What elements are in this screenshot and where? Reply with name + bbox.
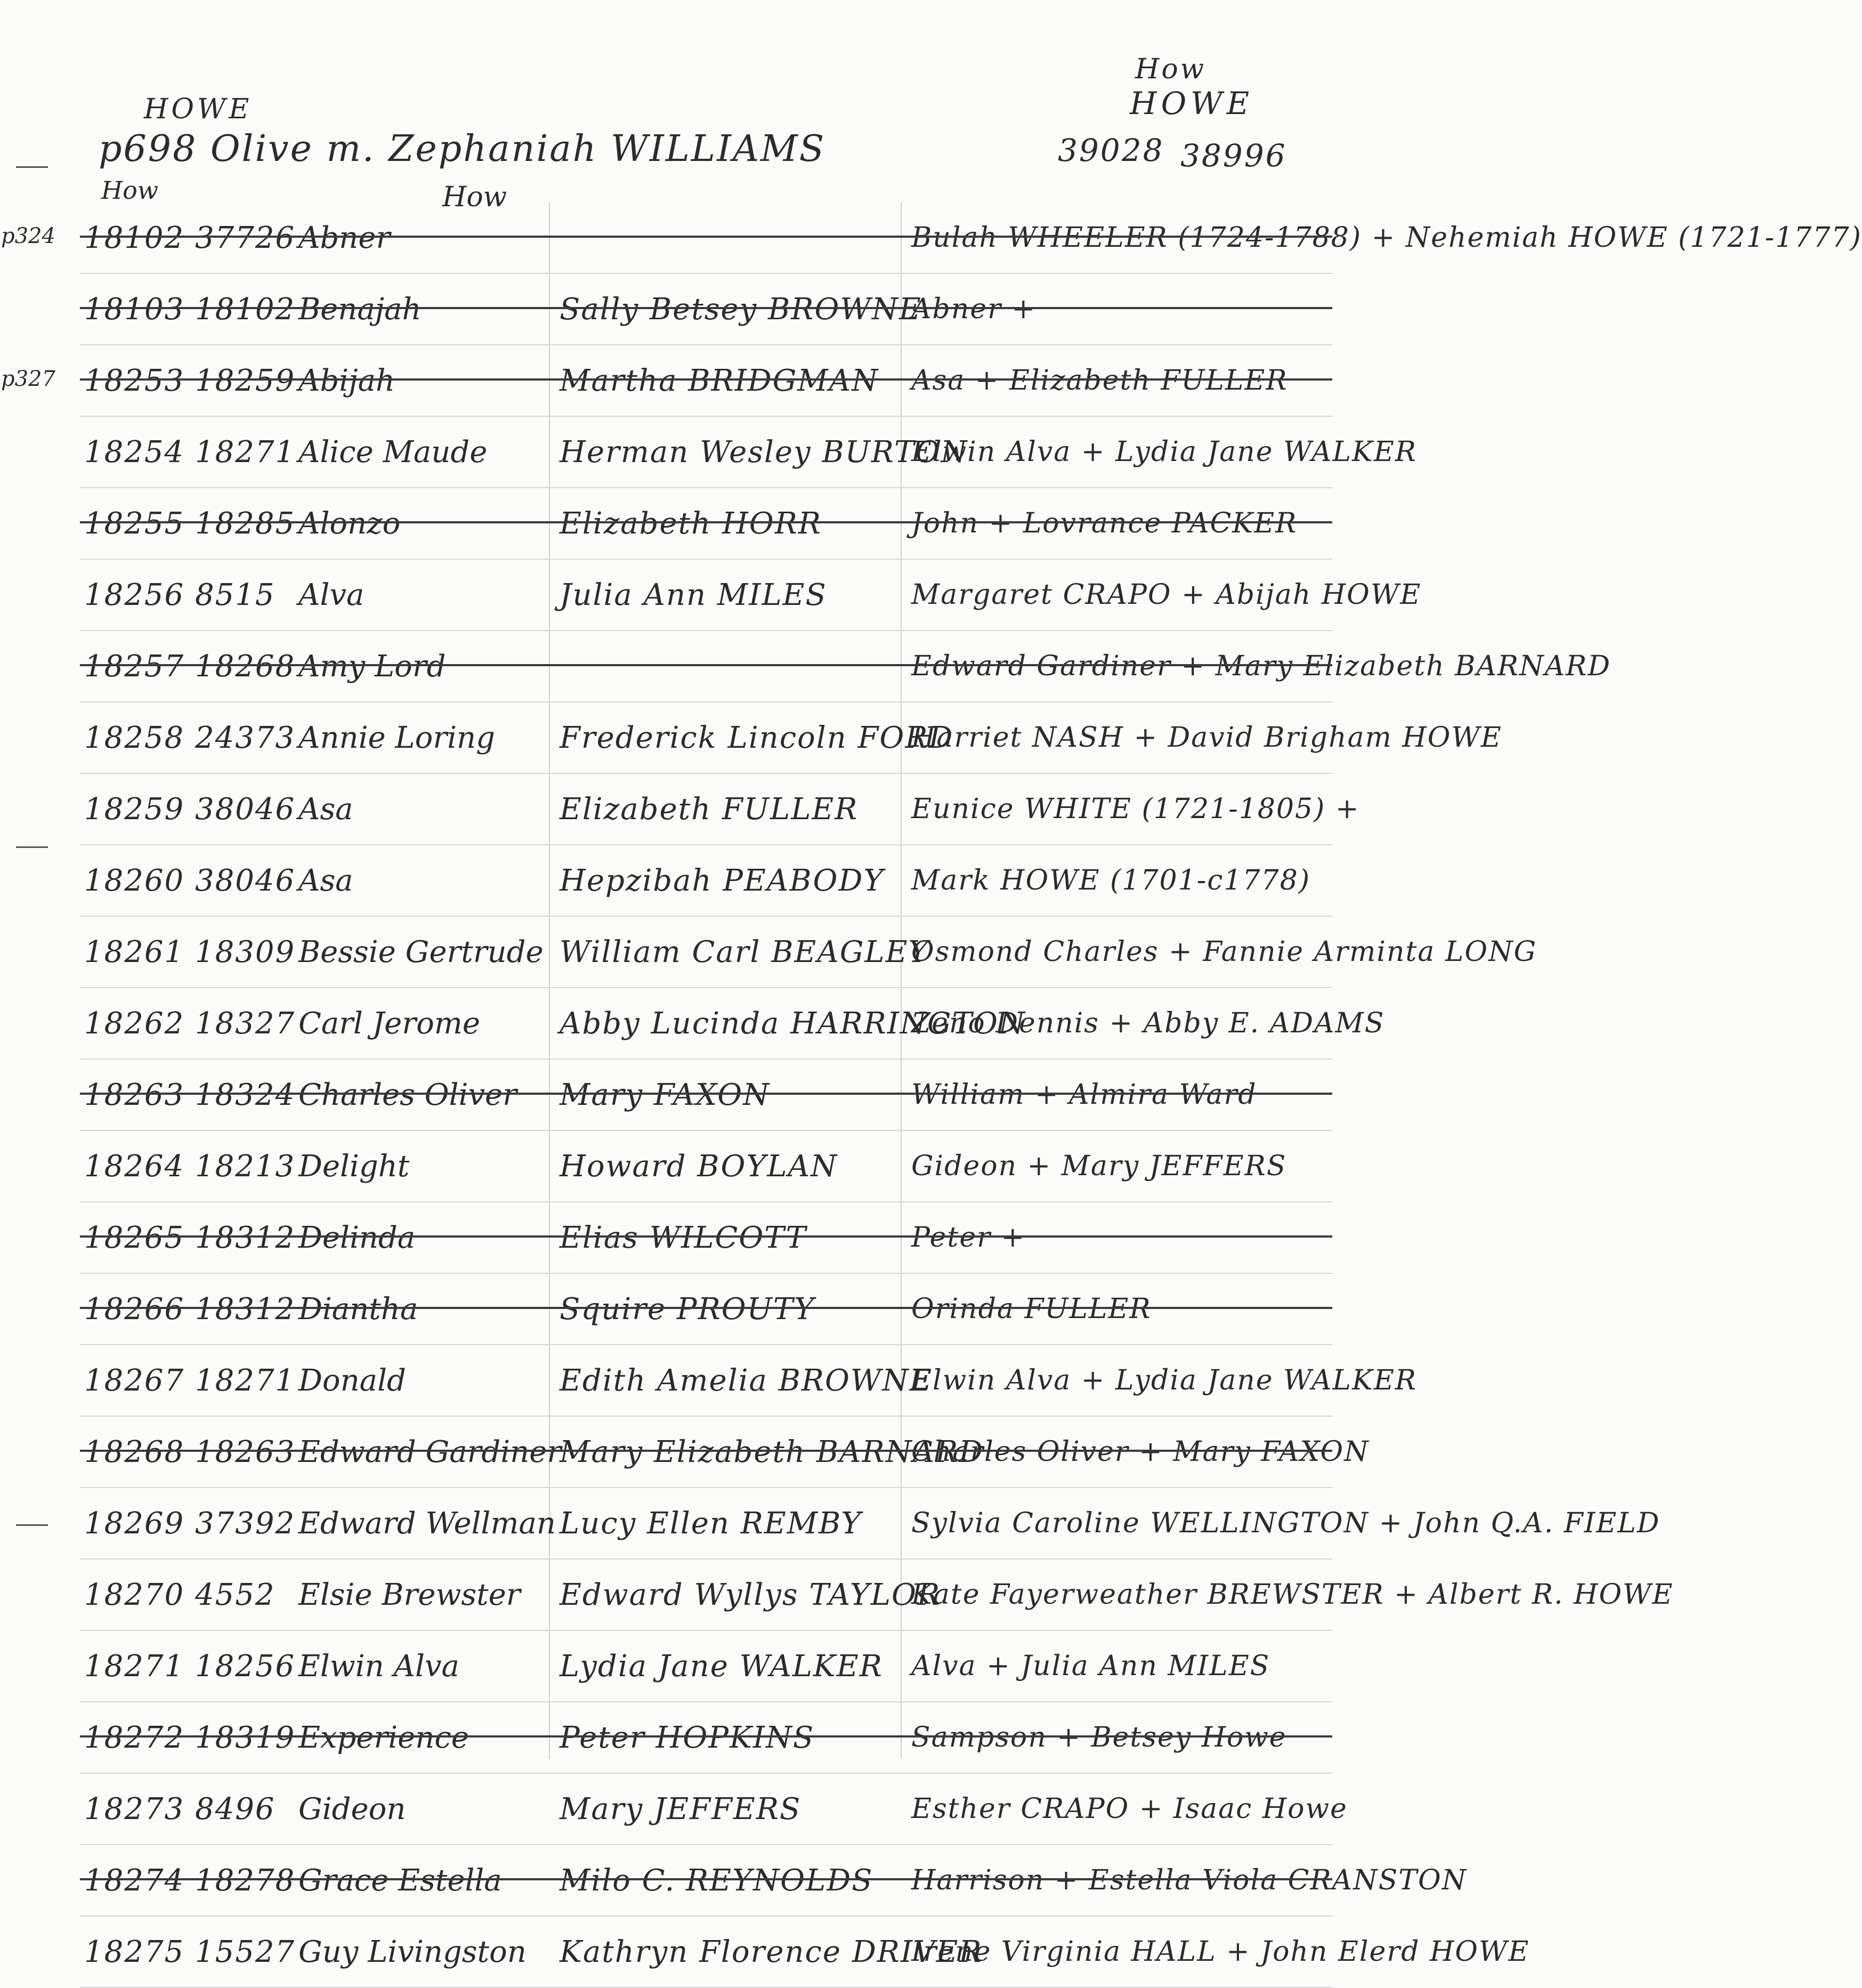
given-name: Edward Gardiner — [298, 1434, 562, 1469]
record-numbers: 18263 18324 — [84, 1077, 296, 1112]
ledger-row — [80, 1202, 1332, 1274]
spouse-name: Elizabeth FULLER — [560, 791, 859, 827]
record-numbers: 18268 18263 — [84, 1434, 296, 1469]
ledger-table — [1, 203, 1862, 1988]
given-name: Elsie Brewster — [298, 1577, 521, 1612]
ledger-row — [80, 1417, 1370, 1488]
record-numbers: 18269 37392 — [84, 1506, 296, 1541]
given-name: Experience — [298, 1720, 469, 1755]
spouse-name: Mary Elizabeth BARNARD — [560, 1434, 984, 1469]
page-reference: p324 — [1, 224, 55, 248]
parents-names: Abner + — [911, 293, 1037, 325]
parents-names: Gideon + Mary JEFFERS — [911, 1150, 1287, 1182]
given-name: Gideon — [298, 1791, 406, 1827]
spouse-name: Howard BOYLAN — [560, 1149, 838, 1184]
record-numbers: 18273 8496 — [84, 1791, 276, 1827]
margin-dash — [16, 846, 48, 848]
given-name: Carl Jerome — [298, 1006, 481, 1041]
given-name: Amy Lord — [298, 649, 446, 684]
parents-names: Elwin Alva + Lydia Jane WALKER — [911, 436, 1417, 468]
header-id-2: 38996 — [1180, 138, 1287, 174]
record-numbers: 18102 37726 — [84, 220, 296, 255]
parents-names: Edward Gardiner + Mary Elizabeth BARNARD — [911, 650, 1611, 682]
ledger-row — [80, 1131, 1332, 1202]
record-numbers: 18261 18309 — [84, 934, 296, 969]
parents-names: Orinda FULLER — [911, 1293, 1152, 1325]
record-numbers: 18256 8515 — [84, 577, 276, 612]
ledger-row — [80, 1488, 1661, 1559]
given-name: Abijah — [298, 363, 395, 398]
page-title: p698 Olive m. Zephaniah WILLIAMS — [99, 128, 826, 170]
ledger-row — [1, 345, 1332, 417]
given-name: Alice Maude — [298, 434, 488, 470]
header-how-right: How — [1135, 53, 1207, 85]
record-numbers: 18272 18319 — [84, 1720, 296, 1755]
spouse-name: Milo C. REYNOLDS — [560, 1863, 873, 1898]
given-name: Donald — [298, 1363, 406, 1398]
given-name: Alonzo — [298, 506, 401, 541]
given-name: Diantha — [298, 1291, 418, 1327]
given-name: Delinda — [298, 1220, 416, 1255]
ledger-row — [80, 274, 1332, 345]
ledger-row — [80, 1845, 1468, 1917]
given-name: Benajah — [298, 292, 422, 327]
spouse-name: Mary FAXON — [560, 1077, 771, 1112]
record-numbers: 18259 38046 — [84, 791, 296, 827]
margin-dash — [16, 166, 48, 168]
parents-names: Sampson + Betsey Howe — [911, 1722, 1287, 1753]
record-numbers: 18262 18327 — [84, 1006, 296, 1041]
ledger-row — [80, 417, 1417, 488]
parents-names: Osmond Charles + Fannie Arminta LONG — [911, 936, 1537, 968]
ledger-row — [80, 1774, 1348, 1845]
ledger-row — [80, 1345, 1417, 1417]
parents-names: John + Lovrance PACKER — [911, 507, 1298, 539]
parents-names: Margaret CRAPO + Abijah HOWE — [911, 579, 1422, 611]
parents-names: Mark HOWE (1701-c1778) — [911, 864, 1310, 896]
spouse-name: Hepzibah PEABODY — [560, 863, 885, 898]
ledger-row — [80, 845, 1332, 917]
record-numbers: 18265 18312 — [84, 1220, 296, 1255]
parents-names: Asa + Elizabeth FULLER — [911, 365, 1288, 397]
given-name: Bessie Gertrude — [298, 934, 544, 969]
record-numbers: 18267 18271 — [84, 1363, 296, 1398]
spouse-name: Frederick Lincoln FORD — [560, 720, 954, 755]
ledger-row — [80, 1917, 1530, 1988]
given-name: Edward Wellman — [298, 1506, 556, 1541]
given-name: Guy Livingston — [298, 1934, 527, 1969]
record-numbers: 18254 18271 — [84, 434, 296, 470]
parents-names: Zeno Dennis + Abby E. ADAMS — [911, 1007, 1385, 1039]
given-name: Elwin Alva — [298, 1648, 459, 1684]
given-name: Delight — [298, 1149, 410, 1184]
parents-names: Harriet NASH + David Brigham HOWE — [911, 722, 1502, 754]
parents-names: Sylvia Caroline WELLINGTON + John Q.A. FIELD — [911, 1507, 1661, 1539]
parents-names: Peter + — [911, 1222, 1026, 1254]
parents-names: Esther CRAPO + Isaac Howe — [911, 1793, 1348, 1825]
spouse-name: Peter HOPKINS — [560, 1720, 815, 1755]
parents-names: William + Almira Ward — [911, 1079, 1257, 1111]
parents-names: Eunice WHITE (1721-1805) + — [911, 793, 1360, 825]
record-numbers: 18103 18102 — [84, 292, 296, 327]
spouse-name: Kathryn Florence DRIVER — [560, 1934, 983, 1969]
parents-names: Harrison + Estella Viola CRANSTON — [911, 1864, 1468, 1896]
parents-names: Charles Oliver + Mary FAXON — [911, 1436, 1370, 1468]
ledger-row — [80, 1559, 1674, 1631]
given-name: Abner — [298, 220, 391, 255]
given-name: Asa — [298, 791, 353, 827]
spouse-name: Elias WILCOTT — [560, 1220, 807, 1255]
ledger-row — [80, 988, 1385, 1060]
parents-names: Bulah WHEELER (1724-1788) + Nehemiah HOWE (1721-1777) — [911, 222, 1862, 254]
parents-names: Elwin Alva + Lydia Jane WALKER — [911, 1364, 1417, 1396]
record-numbers: 18275 15527 — [84, 1934, 296, 1969]
record-numbers: 18274 18278 — [84, 1863, 296, 1898]
record-numbers: 18266 18312 — [84, 1291, 296, 1327]
spouse-name: Sally Betsey BROWNE — [560, 292, 922, 327]
given-name: Asa — [298, 863, 353, 898]
ledger-row — [1, 203, 1862, 274]
record-numbers: 18271 18256 — [84, 1648, 296, 1684]
header-surname-right: HOWE — [1130, 85, 1254, 122]
given-name: Charles Oliver — [298, 1077, 517, 1112]
header-id-1: 39028 — [1058, 132, 1164, 168]
header-surname-left: HOWE — [144, 93, 253, 125]
ledger-row — [80, 631, 1611, 702]
ledger-row — [80, 488, 1332, 560]
spouse-name: Julia Ann MILES — [560, 577, 827, 612]
ledger-row — [80, 917, 1537, 988]
spouse-name: Abby Lucinda HARRINGTON — [560, 1006, 1026, 1041]
record-numbers: 18255 18285 — [84, 506, 296, 541]
spouse-name: Squire PROUTY — [560, 1291, 815, 1327]
margin-dash — [16, 1524, 48, 1526]
spouse-name: Martha BRIDGMAN — [560, 363, 879, 398]
ledger-row — [80, 1274, 1332, 1345]
spouse-name: Edith Amelia BROWNE — [560, 1363, 933, 1398]
given-name: Grace Estella — [298, 1863, 502, 1898]
parents-names: Kate Fayerweather BREWSTER + Albert R. HOWE — [911, 1579, 1674, 1611]
spouse-name: Lucy Ellen REMBY — [560, 1506, 862, 1541]
ledger-row — [80, 774, 1360, 845]
given-name: Annie Loring — [298, 720, 495, 755]
header-how-left: How — [101, 176, 159, 205]
spouse-name: Elizabeth HORR — [560, 506, 822, 541]
record-numbers: 18264 18213 — [84, 1149, 296, 1184]
ledger-row — [80, 1060, 1332, 1131]
spouse-name: Lydia Jane WALKER — [560, 1648, 883, 1684]
spouse-name: Mary JEFFERS — [560, 1791, 802, 1827]
ledger-row — [80, 1631, 1332, 1702]
record-numbers: 18260 38046 — [84, 863, 296, 898]
header-how-mid: How — [442, 181, 507, 213]
ledger-row — [80, 560, 1422, 631]
record-numbers: 18253 18259 — [84, 363, 296, 398]
ledger-row — [80, 702, 1502, 774]
page-reference: p327 — [1, 367, 55, 391]
parents-names: Alva + Julia Ann MILES — [911, 1650, 1270, 1682]
parents-names: Irene Virginia HALL + John Elerd HOWE — [911, 1936, 1530, 1968]
given-name: Alva — [298, 577, 365, 612]
ledger-row — [80, 1702, 1332, 1774]
record-numbers: 18257 18268 — [84, 649, 296, 684]
record-numbers: 18270 4552 — [84, 1577, 276, 1612]
spouse-name: William Carl BEAGLEY — [560, 934, 929, 969]
spouse-name: Edward Wyllys TAYLOR — [560, 1577, 941, 1612]
record-numbers: 18258 24373 — [84, 720, 296, 755]
spouse-name: Herman Wesley BURTON — [560, 434, 968, 470]
